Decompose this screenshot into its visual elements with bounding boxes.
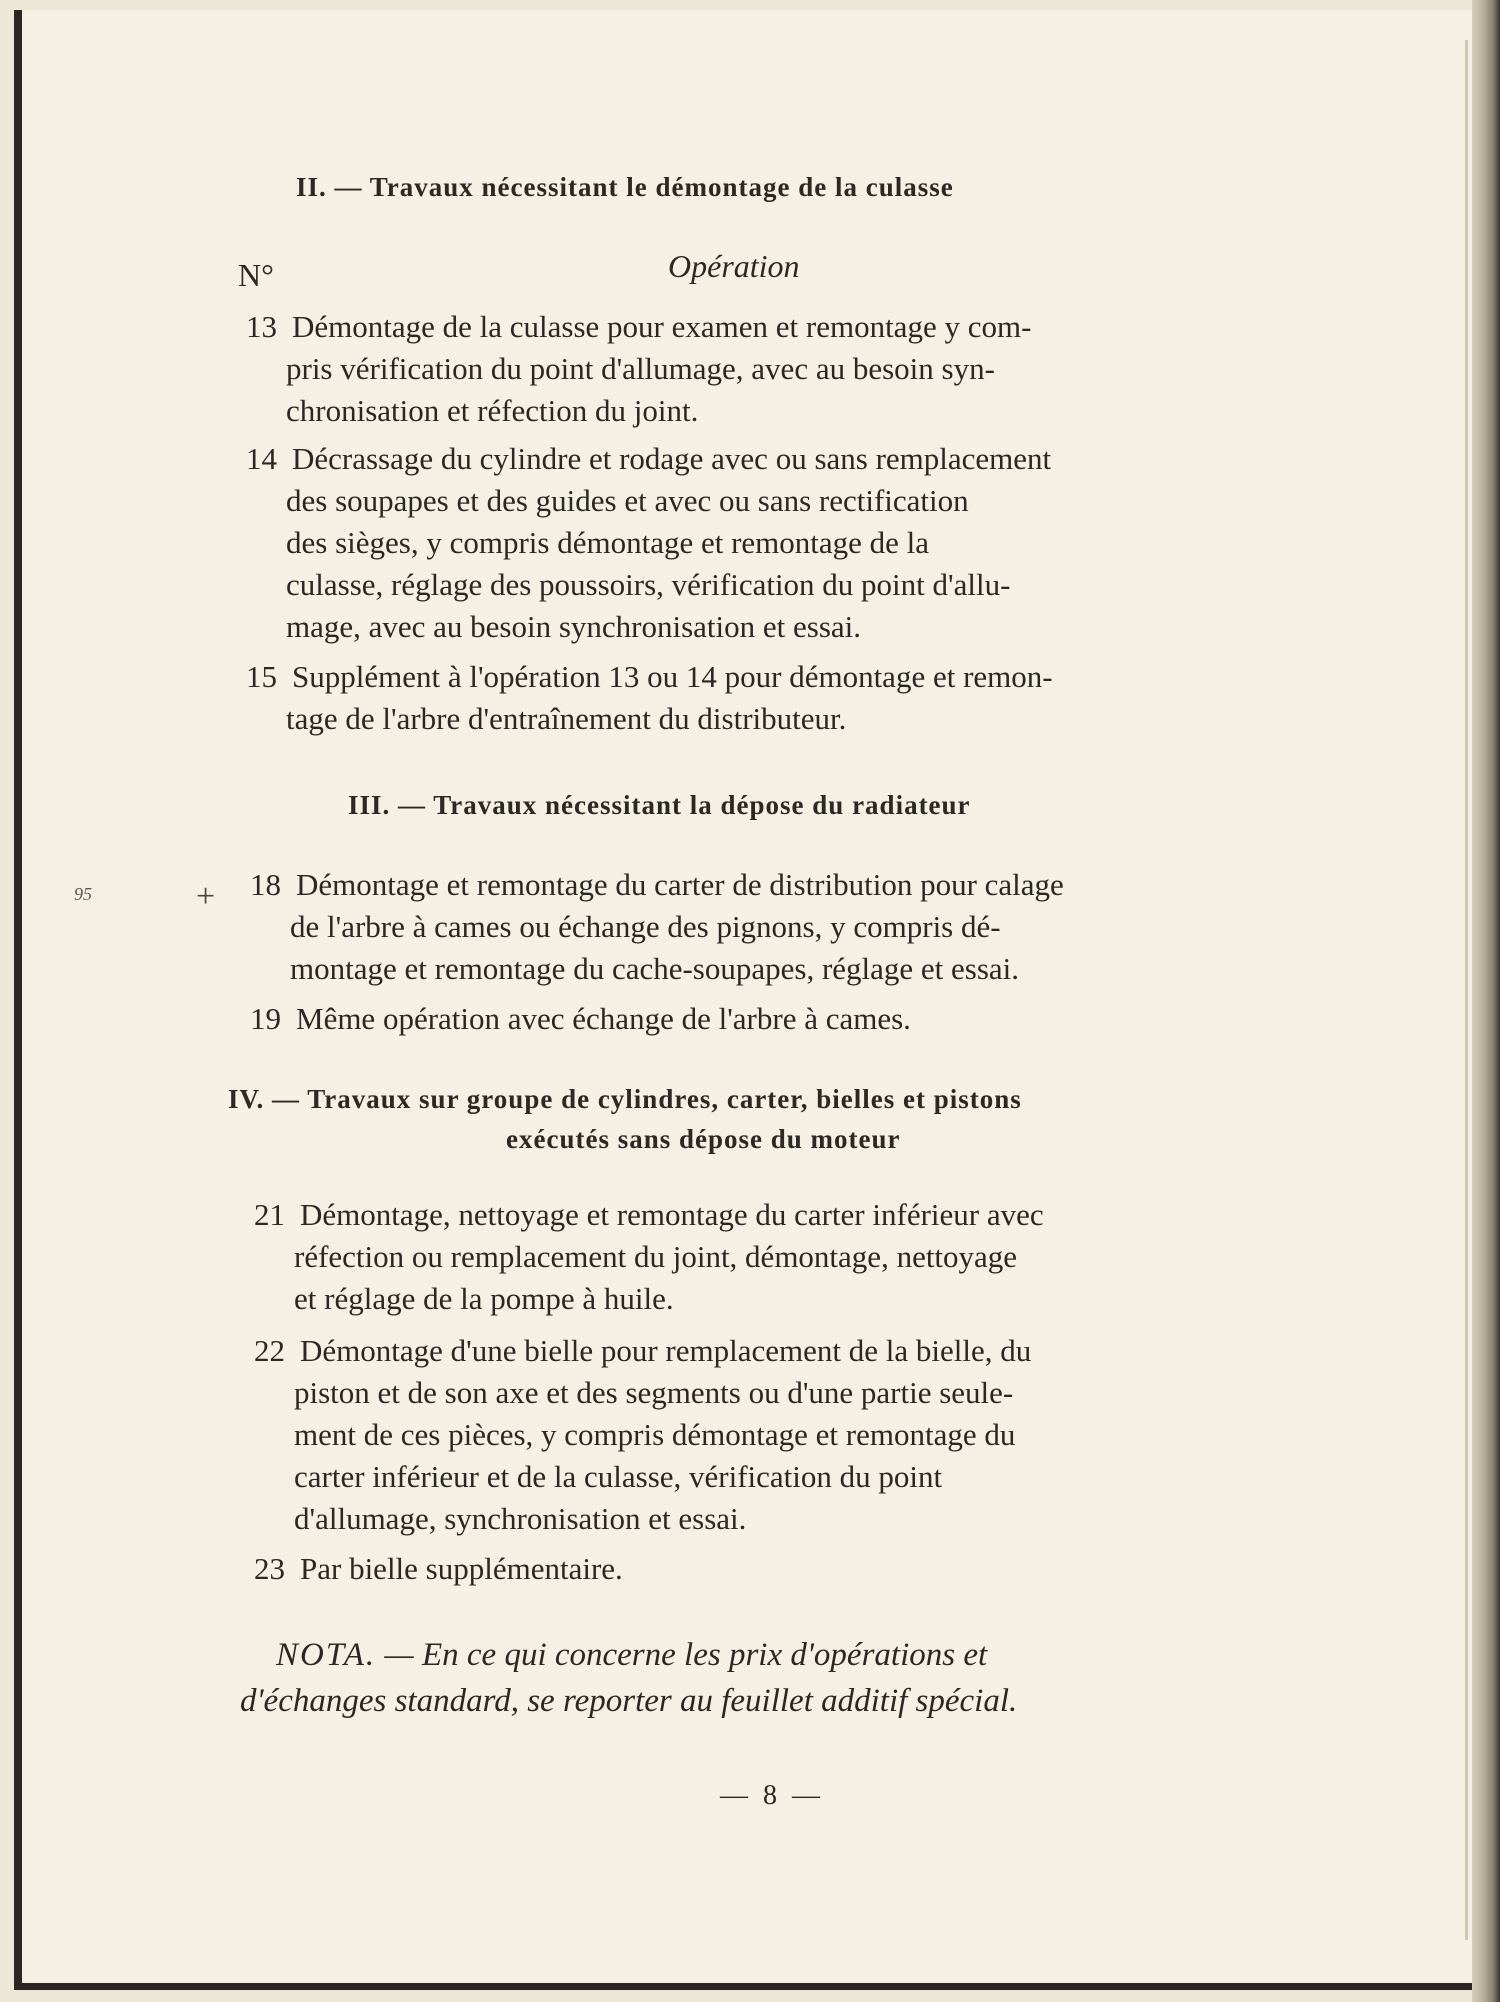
item-line: Supplément à l'opération 13 ou 14 pour démontage et remon-	[292, 659, 1053, 694]
section-2-title: II. — Travaux nécessitant le démontage de la culasse	[296, 172, 954, 202]
item-line: tage de l'arbre d'entraînement du distributeur.	[286, 701, 847, 736]
item-number: 19	[250, 1001, 281, 1036]
item-line: Par bielle supplémentaire.	[300, 1551, 623, 1586]
list-item-15	[246, 656, 1306, 740]
item-line: Démontage d'une bielle pour remplacement de la bielle, du	[300, 1333, 1032, 1368]
nota-text-line-2: d'échanges standard, se reporter au feuillet additif spécial.	[240, 1683, 1018, 1719]
page-number: — 8 —	[720, 1780, 824, 1811]
item-number: 18	[250, 867, 281, 902]
item-line: réfection ou remplacement du joint, démontage, nettoyage	[294, 1239, 1018, 1274]
margin-mark: +	[196, 878, 216, 915]
item-number: 13	[246, 309, 277, 344]
item-line: Décrassage du cylindre et rodage avec ou sans remplacement	[292, 441, 1052, 476]
nota-text-line-1: — En ce qui concerne les prix d'opérations et	[376, 1637, 988, 1673]
item-number: 21	[254, 1197, 285, 1232]
column-header-number: N°	[238, 257, 274, 293]
section-4-title: IV. — Travaux sur groupe de cylindres, carter, bielles et pistons	[228, 1084, 1022, 1114]
item-number: 23	[254, 1551, 285, 1586]
item-line: chronisation et réfection du joint.	[286, 393, 699, 428]
item-line: des soupapes et des guides et avec ou sans rectification	[286, 483, 969, 518]
list-item-13	[246, 306, 1306, 432]
item-line: piston et de son axe et des segments ou d'une partie seule-	[294, 1375, 1014, 1410]
list-item-18	[250, 864, 1310, 990]
page-edge	[1472, 0, 1500, 2002]
item-number: 22	[254, 1333, 285, 1368]
section-3-title: III. — Travaux nécessitant la dépose du radiateur	[348, 790, 971, 820]
item-number: 14	[246, 441, 277, 476]
item-line: Démontage de la culasse pour examen et remontage y com-	[292, 309, 1032, 344]
item-line: Démontage, nettoyage et remontage du carter inférieur avec	[300, 1197, 1044, 1232]
list-item-14	[246, 438, 1306, 648]
item-line: de l'arbre à cames ou échange des pignons, y compris dé-	[290, 909, 1001, 944]
item-line: pris vérification du point d'allumage, avec au besoin syn-	[286, 351, 995, 386]
list-item-23	[254, 1548, 1314, 1590]
list-item-19	[250, 998, 1310, 1040]
item-line: carter inférieur et de la culasse, vérification du point	[294, 1459, 943, 1494]
item-line: culasse, réglage des poussoirs, vérification du point d'allu-	[286, 567, 1011, 602]
item-line: des sièges, y compris démontage et remontage de la	[286, 525, 930, 560]
item-line: Démontage et remontage du carter de distribution pour calage	[296, 867, 1064, 902]
list-item-21	[254, 1194, 1314, 1320]
list-item-22	[254, 1330, 1314, 1540]
item-line: ment de ces pièces, y compris démontage et remontage du	[294, 1417, 1016, 1452]
item-line: mage, avec au besoin synchronisation et essai.	[286, 609, 862, 644]
page-gutter	[1465, 40, 1468, 1940]
margin-annotation: 95	[74, 884, 92, 904]
nota-note	[240, 1632, 1320, 1724]
nota-label: NOTA.	[276, 1637, 377, 1673]
item-line: d'allumage, synchronisation et essai.	[294, 1501, 747, 1536]
item-line: montage et remontage du cache-soupapes, réglage et essai.	[290, 951, 1020, 986]
item-number: 15	[246, 659, 277, 694]
column-header-operation: Opération	[668, 248, 800, 284]
item-line: et réglage de la pompe à huile.	[294, 1281, 674, 1316]
section-4-subtitle: exécutés sans dépose du moteur	[506, 1124, 901, 1154]
item-line: Même opération avec échange de l'arbre à cames.	[296, 1001, 911, 1036]
